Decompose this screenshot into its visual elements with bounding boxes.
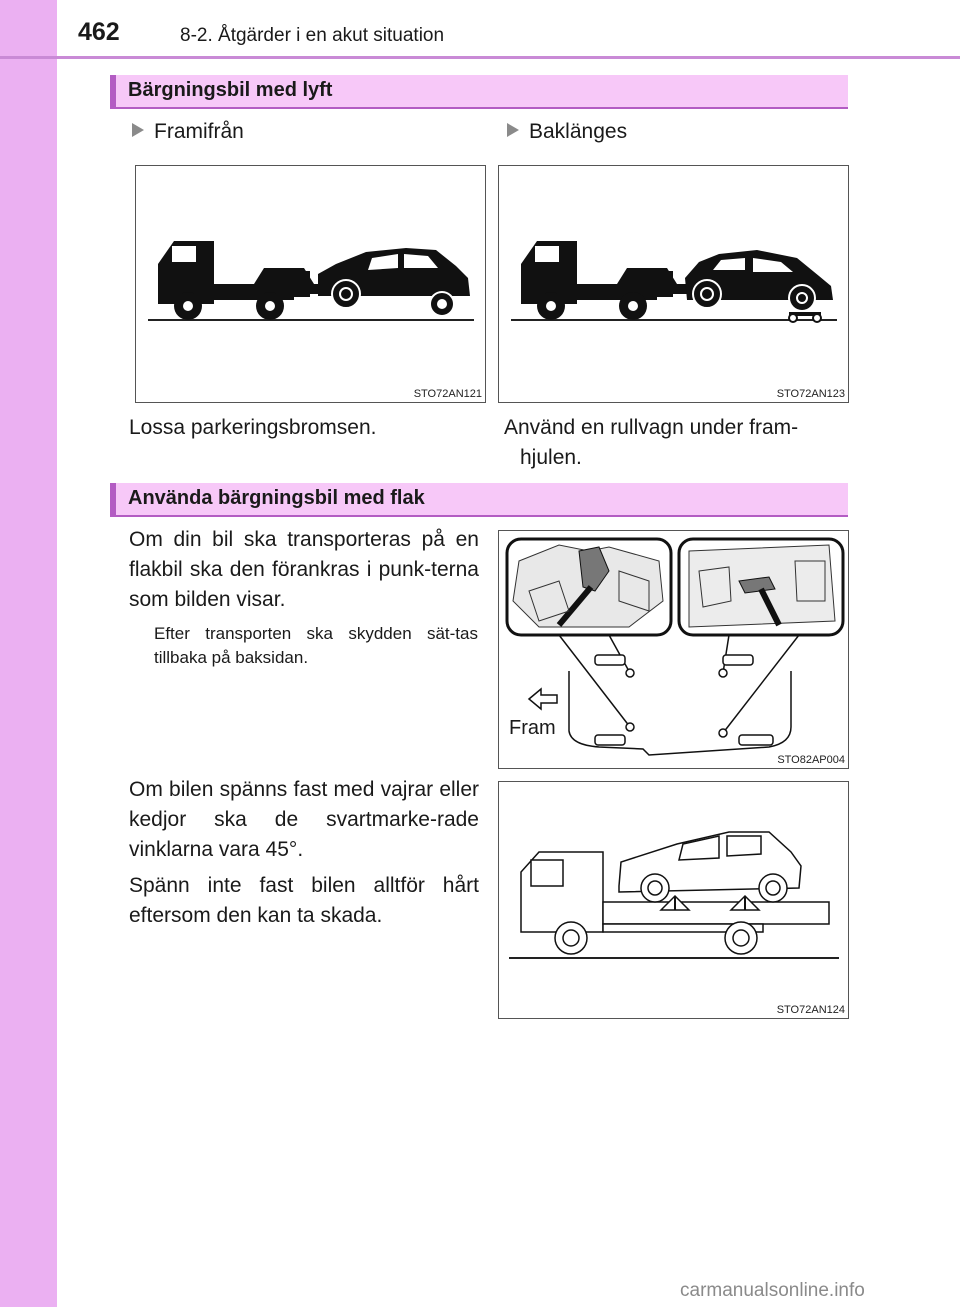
note-covers: Efter transporten ska skydden sät-tas tillbaka på baksidan. <box>154 624 478 667</box>
bullet-rear <box>507 120 627 144</box>
figure-code: STO72AN124 <box>776 1004 845 1016</box>
bullet-triangle-icon <box>132 123 144 137</box>
header-rule <box>0 56 960 59</box>
flatbed-truck-illustration <box>499 782 848 1018</box>
section-heading-text: Bärgningsbil med lyft <box>128 79 333 101</box>
watermark: carmanualsonline.info <box>680 1280 865 1301</box>
caption-front: Lossa parkeringsbromsen. <box>129 416 377 439</box>
caption-rear-line2: hjulen. <box>520 446 582 469</box>
figure-code: STO72AN123 <box>776 388 845 400</box>
bullet-text: Framifrån <box>154 120 244 143</box>
figure-anchor-points <box>498 530 849 769</box>
tow-truck-front-illustration <box>136 166 485 402</box>
section-heading-lift-tow <box>110 75 848 109</box>
paragraph-anchor-points: Om din bil ska transporteras på en flakbil ska den förankras i punk-terna som bilden visar. <box>129 528 479 611</box>
figure-tow-front <box>135 165 486 403</box>
bullet-text: Baklänges <box>529 120 628 143</box>
front-label: Fram <box>509 717 556 739</box>
bullet-front <box>132 120 244 144</box>
bullet-triangle-icon <box>507 123 519 137</box>
page-number: 462 <box>78 18 120 46</box>
figure-tow-rear <box>498 165 849 403</box>
paragraph-angles: Om bilen spänns fast med vajrar eller kedjor ska de svartmarke-rade vinklarna vara 45°. <box>129 778 479 861</box>
side-color-band <box>0 0 57 1307</box>
section-heading-text: Använda bärgningsbil med flak <box>128 487 425 509</box>
figure-flatbed <box>498 781 849 1019</box>
paragraph-tighten: Spänn inte fast bilen alltför hårt eftersom den kan ta skada. <box>129 874 479 927</box>
figure-code: STO82AP004 <box>777 754 845 766</box>
section-heading-flatbed <box>110 483 848 517</box>
chapter-title: 8-2. Åtgärder i en akut situation <box>180 25 445 46</box>
caption-rear-line1: Använd en rullvagn under fram- <box>504 416 799 439</box>
tow-truck-rear-illustration <box>499 166 848 402</box>
figure-code: STO72AN121 <box>413 388 482 400</box>
